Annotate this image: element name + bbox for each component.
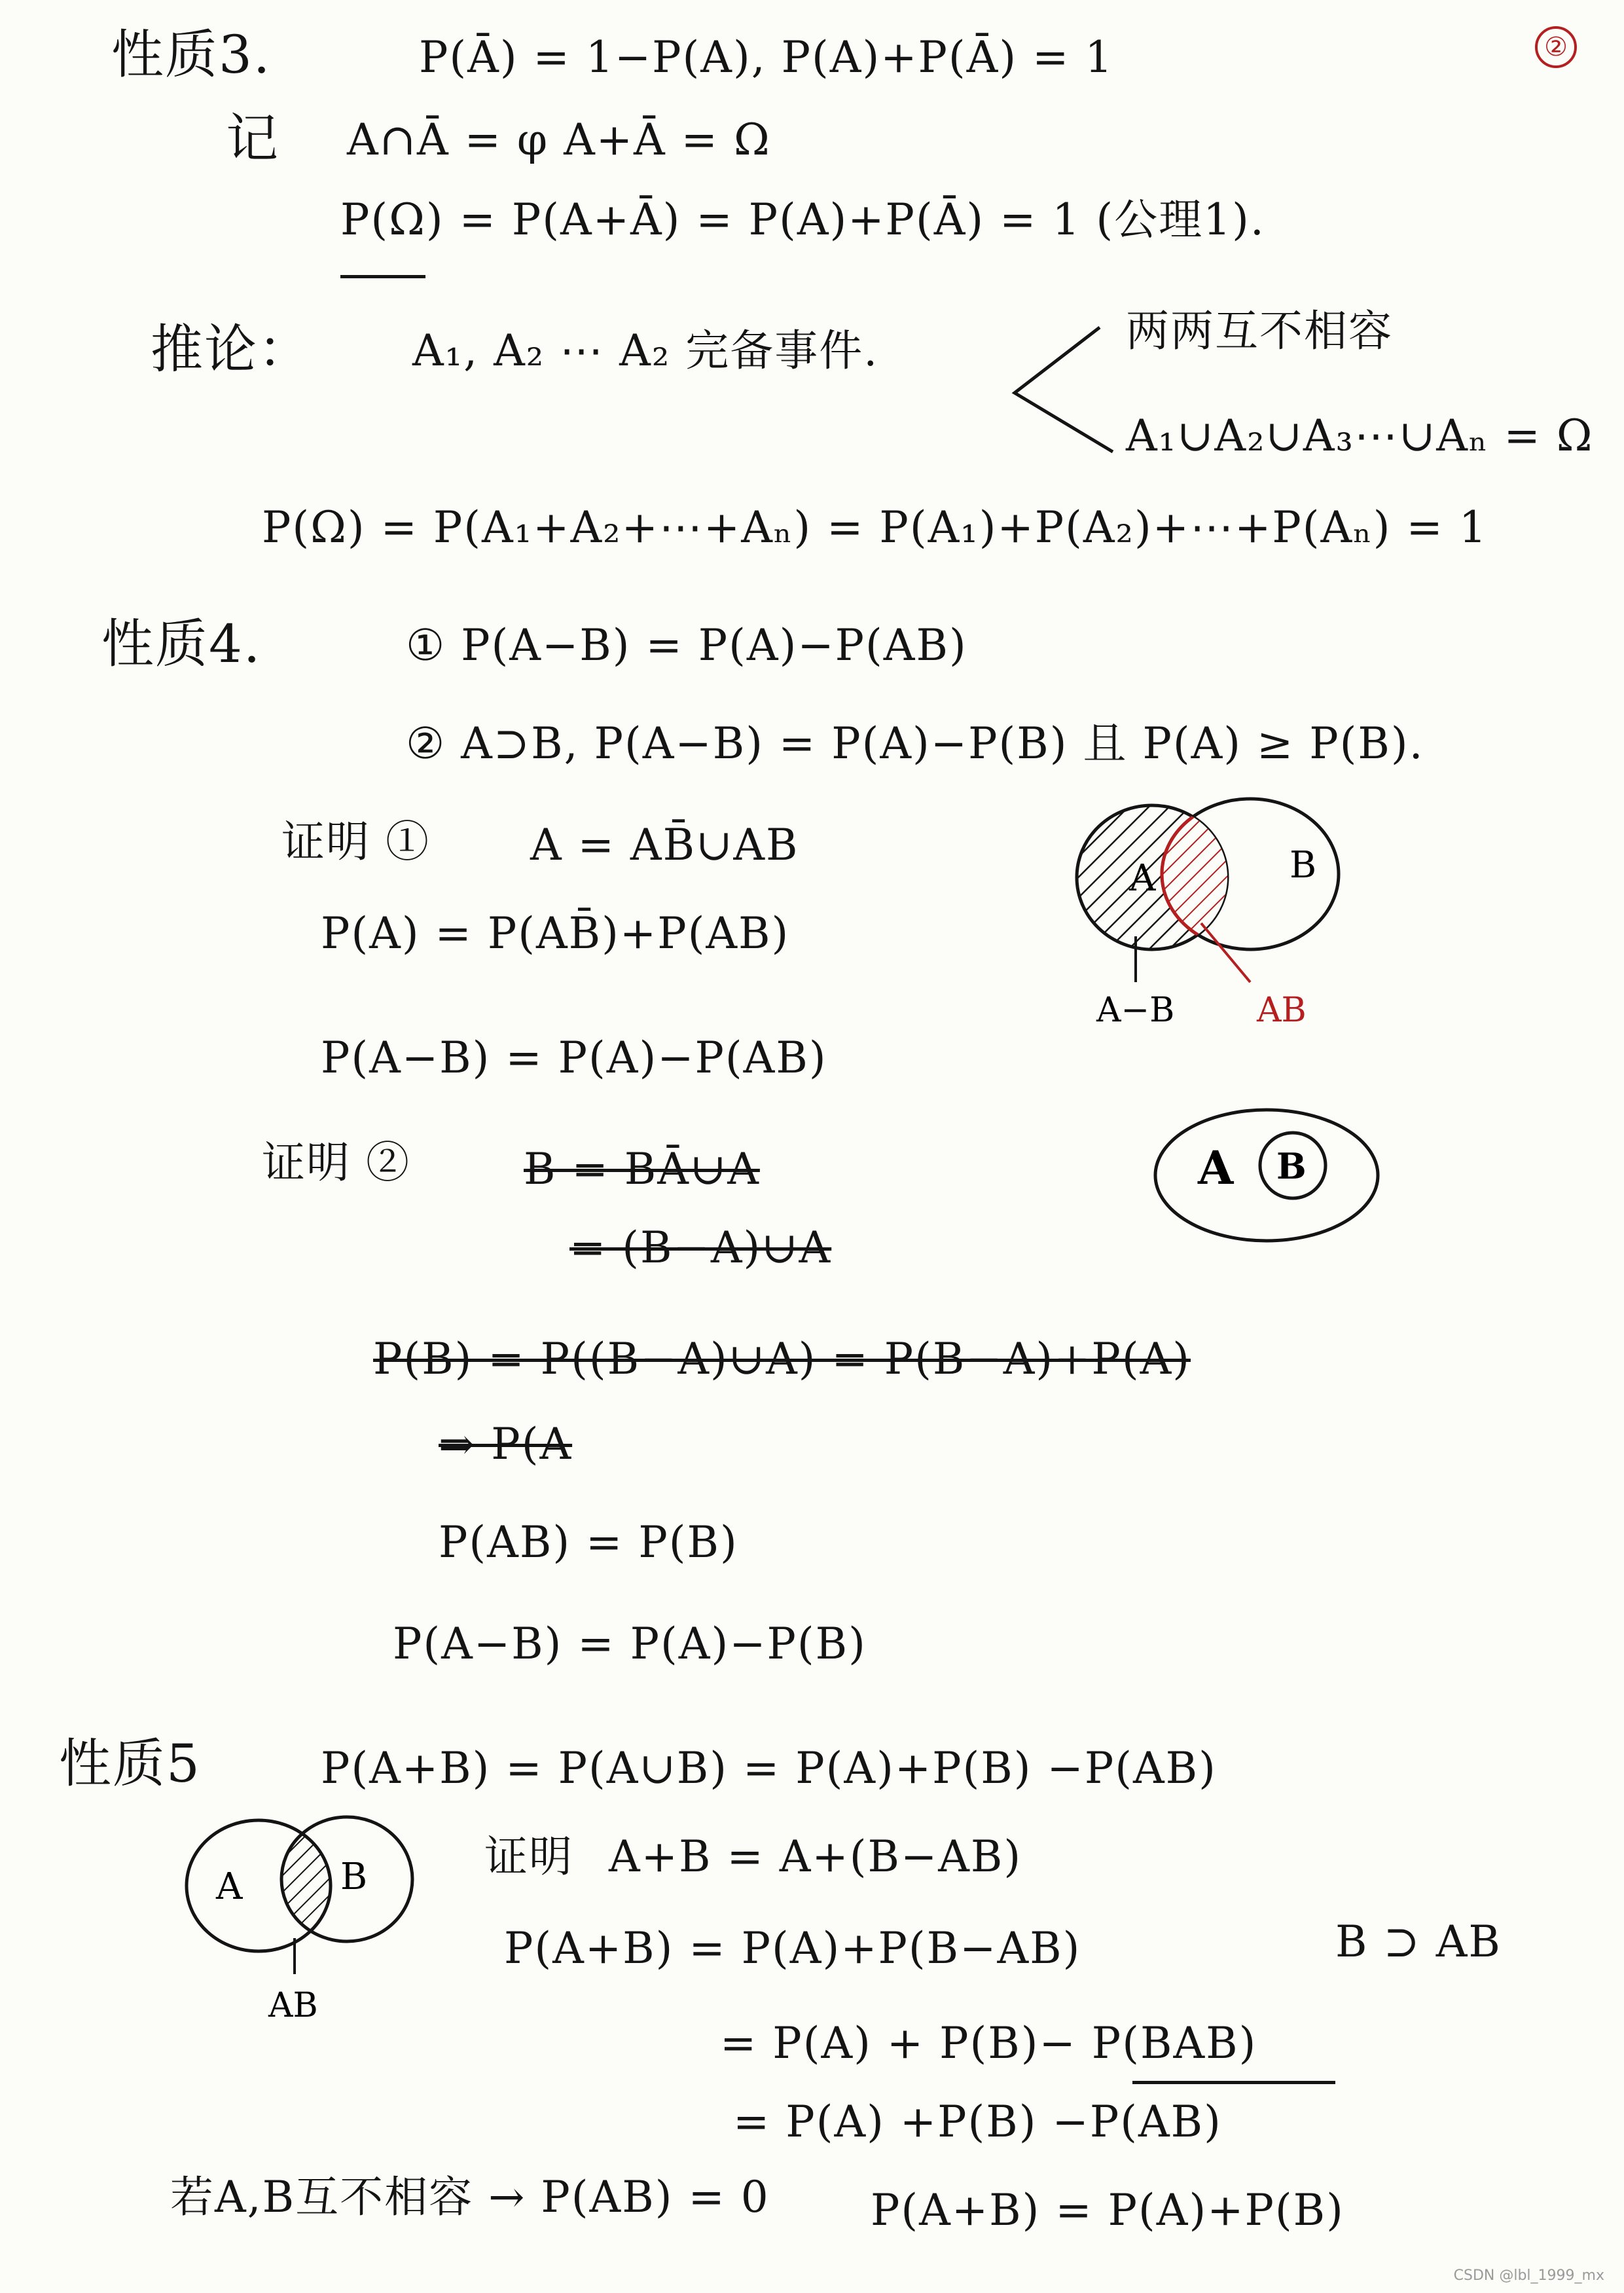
- struck-line-3: P(B) = P((B−A)∪A) = P(B−A)+P(A): [373, 1334, 1191, 1384]
- prop5-heading: 性质5: [59, 1733, 201, 1794]
- prop3-proof-line1: A∩Ā = φ A+Ā = Ω: [347, 115, 771, 165]
- branch-bracket: [1008, 321, 1139, 458]
- prop4-proof2-line2: P(A−B) = P(A)−P(B): [393, 1619, 867, 1669]
- prop4-item1: ① P(A−B) = P(A)−P(AB): [406, 620, 967, 670]
- prop3-formula: P(Ā) = 1−P(A), P(A)+P(Ā) = 1: [419, 32, 1114, 83]
- prop4-proof1-line3: P(A−B) = P(A)−P(AB): [321, 1033, 827, 1083]
- struck-line-1: B = BĀ∪A: [524, 1144, 760, 1194]
- prop5-proof-line3: = P(A) + P(B)− P(BAB): [720, 2018, 1257, 2068]
- prop5-side-note: B ⊃ AB: [1335, 1917, 1502, 1967]
- prop5-proof-line2: P(A+B) = P(A)+P(B−AB): [504, 1923, 1081, 1973]
- prop3-proof-line2: P(Ω) = P(A+Ā) = P(A)+P(Ā) = 1 (公理1).: [340, 194, 1265, 245]
- venn3-label-a: A: [216, 1865, 243, 1908]
- venn-diagram-difference: [1060, 792, 1401, 1041]
- page-number-badge: ②: [1535, 26, 1577, 68]
- underline-stroke: [1132, 2081, 1335, 2084]
- venn3-label-b: B: [340, 1856, 368, 1898]
- venn1-label-a: A: [1129, 857, 1156, 900]
- venn2-label-a: A: [1198, 1141, 1234, 1195]
- struck-line-4: ⇒ P(A: [439, 1419, 573, 1469]
- venn2-label-b: B: [1276, 1145, 1307, 1187]
- prop3-proof-label: 记: [226, 108, 280, 169]
- prop4-proof1-line1: A = AB̄∪AB: [530, 820, 799, 870]
- prop4-proof1-line2: P(A) = P(AB̄)+P(AB): [321, 908, 790, 959]
- corollary-events: A₁, A₂ ⋯ A₂ 完备事件.: [412, 325, 879, 376]
- venn-diagram-subset: [1146, 1100, 1394, 1251]
- prop3-heading: 性质3.: [111, 24, 272, 85]
- prop4-proof2-label: 证明 ②: [262, 1137, 410, 1188]
- prop5-formula: P(A+B) = P(A∪B) = P(A)+P(B) −P(AB): [321, 1743, 1217, 1793]
- prop5-conclusion-right: P(A+B) = P(A)+P(B): [871, 2185, 1344, 2235]
- watermark: CSDN @lbl_1999_mx: [1453, 2267, 1604, 2284]
- prop5-proof-line1: A+B = A+(B−AB): [609, 1831, 1022, 1882]
- venn3-label-ab: AB: [268, 1986, 318, 2025]
- prop5-proof-label: 证明: [484, 1831, 573, 1882]
- prop5-proof-line4: = P(A) +P(B) −P(AB): [733, 2097, 1222, 2147]
- corollary-branch-bottom: A₁∪A₂∪A₃⋯∪Aₙ = Ω: [1126, 411, 1594, 461]
- prop5-conclusion-left: 若A,B互不相容 → P(AB) = 0: [170, 2172, 770, 2222]
- corollary-formula: P(Ω) = P(A₁+A₂+⋯+Aₙ) = P(A₁)+P(A₂)+⋯+P(Aₙ) = 1: [262, 502, 1488, 553]
- underline-stroke: [340, 275, 425, 278]
- venn1-label-ab: AB: [1257, 991, 1307, 1030]
- prop4-item2: ② A⊃B, P(A−B) = P(A)−P(B) 且 P(A) ≥ P(B).: [406, 718, 1424, 769]
- prop4-proof2-line1: P(AB) = P(B): [439, 1517, 738, 1568]
- prop4-proof1-label: 证明 ①: [281, 816, 430, 867]
- venn1-label-b: B: [1290, 844, 1317, 887]
- venn-diagram-union: [183, 1807, 419, 2043]
- venn1-label-diff: A−B: [1096, 991, 1175, 1030]
- corollary-label: 推论：: [151, 319, 312, 380]
- struck-line-2: = (B−A)∪A: [569, 1222, 832, 1273]
- prop4-heading: 性质4.: [101, 614, 262, 674]
- corollary-branch-top: 两两互不相容: [1126, 306, 1393, 356]
